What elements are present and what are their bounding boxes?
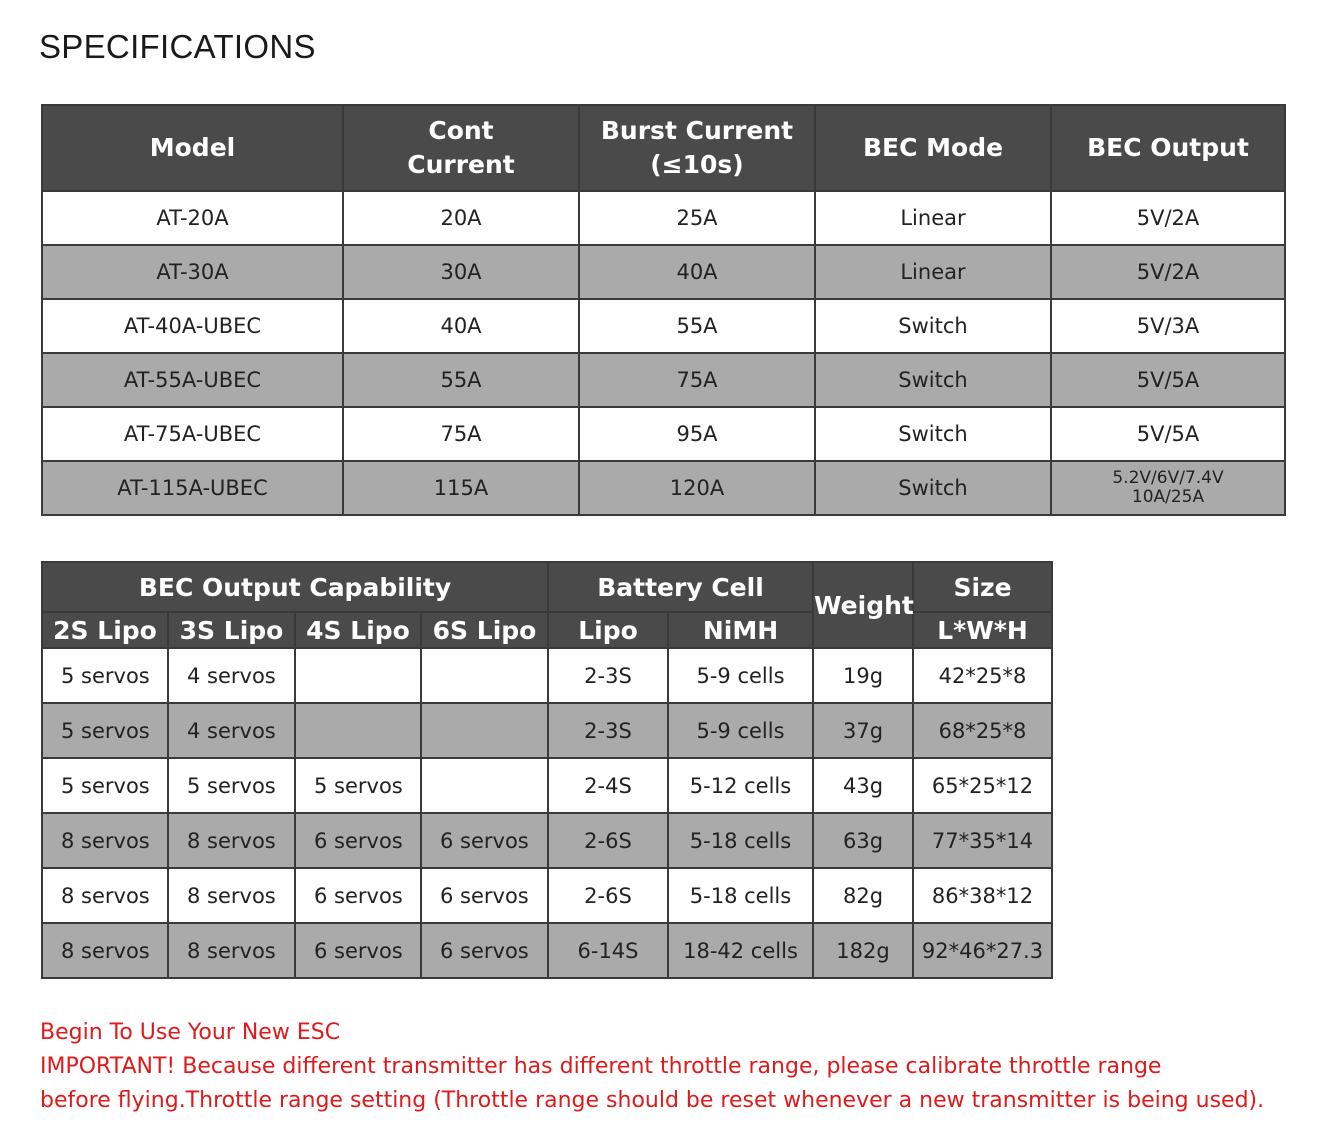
cell-lipo: 2-3S <box>548 703 668 758</box>
cell-burst-current: 40A <box>579 245 815 299</box>
cell-cont-current: 75A <box>343 407 579 461</box>
cell-weight: 63g <box>813 813 913 868</box>
cell-nimh: 5-18 cells <box>668 813 813 868</box>
cell-nimh: 5-9 cells <box>668 703 813 758</box>
cell-size: 68*25*8 <box>913 703 1052 758</box>
header-bec-output: BEC Output <box>1051 105 1285 191</box>
header-size: Size <box>913 562 1052 612</box>
cell-bec-mode: Linear <box>815 191 1051 245</box>
cell-burst-current: 95A <box>579 407 815 461</box>
cell-bec-mode: Switch <box>815 299 1051 353</box>
cell-4s-lipo: 6 servos <box>295 813 421 868</box>
cell-weight: 43g <box>813 758 913 813</box>
table-row <box>42 245 1285 299</box>
cell-3s-lipo: 5 servos <box>168 758 295 813</box>
cell-bec-output: 5V/5A <box>1051 353 1285 407</box>
cell-model: AT-30A <box>42 245 343 299</box>
usage-notes <box>40 1016 1264 1118</box>
cell-3s-lipo: 8 servos <box>168 868 295 923</box>
cell-bec-output: 5V/2A <box>1051 191 1285 245</box>
cell-2s-lipo: 5 servos <box>42 648 168 703</box>
cell-bec-output: 5V/5A <box>1051 407 1285 461</box>
table-row <box>42 923 1052 978</box>
cell-size: 86*38*12 <box>913 868 1052 923</box>
cell-bec-mode: Switch <box>815 407 1051 461</box>
header-3s-lipo: 3S Lipo <box>168 612 295 648</box>
cell-size: 65*25*12 <box>913 758 1052 813</box>
cell-size: 77*35*14 <box>913 813 1052 868</box>
header-weight: Weight <box>813 562 913 648</box>
header-bec-output-capability: BEC Output Capability <box>42 562 548 612</box>
page-title: SPECIFICATIONS <box>39 28 316 65</box>
cell-nimh: 18-42 cells <box>668 923 813 978</box>
header-burst-current: Burst Current (≤10s) <box>579 105 815 191</box>
header-6s-lipo: 6S Lipo <box>421 612 548 648</box>
header-4s-lipo: 4S Lipo <box>295 612 421 648</box>
cell-burst-current: 55A <box>579 299 815 353</box>
cell-2s-lipo: 5 servos <box>42 758 168 813</box>
cell-bec-output: 5.2V/6V/7.4V 10A/25A <box>1051 461 1285 515</box>
cell-nimh: 5-9 cells <box>668 648 813 703</box>
cell-3s-lipo: 4 servos <box>168 703 295 758</box>
header-nimh: NiMH <box>668 612 813 648</box>
cell-weight: 82g <box>813 868 913 923</box>
cell-6s-lipo: 6 servos <box>421 868 548 923</box>
table-row <box>42 353 1285 407</box>
header-lwh: L*W*H <box>913 612 1052 648</box>
cell-weight: 37g <box>813 703 913 758</box>
cell-2s-lipo: 8 servos <box>42 813 168 868</box>
cell-weight: 182g <box>813 923 913 978</box>
notes-heading: Begin To Use Your New ESC <box>40 1020 341 1045</box>
cell-2s-lipo: 5 servos <box>42 703 168 758</box>
header-model: Model <box>42 105 343 191</box>
cell-4s-lipo: 6 servos <box>295 923 421 978</box>
header-cont-current: Cont Current <box>343 105 579 191</box>
cell-cont-current: 20A <box>343 191 579 245</box>
table-row <box>42 813 1052 868</box>
cell-cont-current: 40A <box>343 299 579 353</box>
header-lipo: Lipo <box>548 612 668 648</box>
cell-model: AT-55A-UBEC <box>42 353 343 407</box>
cell-nimh: 5-12 cells <box>668 758 813 813</box>
header-bec-mode: BEC Mode <box>815 105 1051 191</box>
specs-table <box>41 104 1286 516</box>
cell-3s-lipo: 4 servos <box>168 648 295 703</box>
cell-4s-lipo <box>295 703 421 758</box>
table-row <box>42 191 1285 245</box>
cell-6s-lipo <box>421 648 548 703</box>
cell-lipo: 2-6S <box>548 868 668 923</box>
table-row <box>42 648 1052 703</box>
cell-cont-current: 30A <box>343 245 579 299</box>
capability-table <box>41 561 1053 979</box>
cell-6s-lipo <box>421 758 548 813</box>
cell-bec-output: 5V/3A <box>1051 299 1285 353</box>
header-battery-cell: Battery Cell <box>548 562 813 612</box>
header-2s-lipo: 2S Lipo <box>42 612 168 648</box>
cell-4s-lipo <box>295 648 421 703</box>
table-row <box>42 407 1285 461</box>
cell-model: AT-40A-UBEC <box>42 299 343 353</box>
cell-lipo: 2-4S <box>548 758 668 813</box>
cell-size: 42*25*8 <box>913 648 1052 703</box>
cell-4s-lipo: 5 servos <box>295 758 421 813</box>
cell-model: AT-115A-UBEC <box>42 461 343 515</box>
cell-cont-current: 55A <box>343 353 579 407</box>
cell-lipo: 2-3S <box>548 648 668 703</box>
table-row <box>42 461 1285 515</box>
cell-lipo: 6-14S <box>548 923 668 978</box>
cell-model: AT-20A <box>42 191 343 245</box>
cell-nimh: 5-18 cells <box>668 868 813 923</box>
cell-weight: 19g <box>813 648 913 703</box>
cell-2s-lipo: 8 servos <box>42 923 168 978</box>
cell-bec-mode: Switch <box>815 353 1051 407</box>
notes-important: IMPORTANT! Because different transmitter has different throttle range, please calibrate throttle range <box>40 1054 1162 1079</box>
cell-bec-output: 5V/2A <box>1051 245 1285 299</box>
cell-6s-lipo: 6 servos <box>421 923 548 978</box>
cell-size: 92*46*27.3 <box>913 923 1052 978</box>
cell-cont-current: 115A <box>343 461 579 515</box>
cell-3s-lipo: 8 servos <box>168 813 295 868</box>
table-row <box>42 868 1052 923</box>
cell-4s-lipo: 6 servos <box>295 868 421 923</box>
cell-6s-lipo <box>421 703 548 758</box>
notes-throttle: before flying.Throttle range setting (Throttle range should be reset whenever a new transmitter is being used). <box>40 1088 1265 1113</box>
cell-model: AT-75A-UBEC <box>42 407 343 461</box>
cell-burst-current: 25A <box>579 191 815 245</box>
cell-bec-mode: Linear <box>815 245 1051 299</box>
cell-6s-lipo: 6 servos <box>421 813 548 868</box>
cell-lipo: 2-6S <box>548 813 668 868</box>
cell-burst-current: 75A <box>579 353 815 407</box>
table-row <box>42 703 1052 758</box>
cell-burst-current: 120A <box>579 461 815 515</box>
table-row <box>42 299 1285 353</box>
cell-bec-mode: Switch <box>815 461 1051 515</box>
cell-3s-lipo: 8 servos <box>168 923 295 978</box>
cell-2s-lipo: 8 servos <box>42 868 168 923</box>
table-row <box>42 758 1052 813</box>
